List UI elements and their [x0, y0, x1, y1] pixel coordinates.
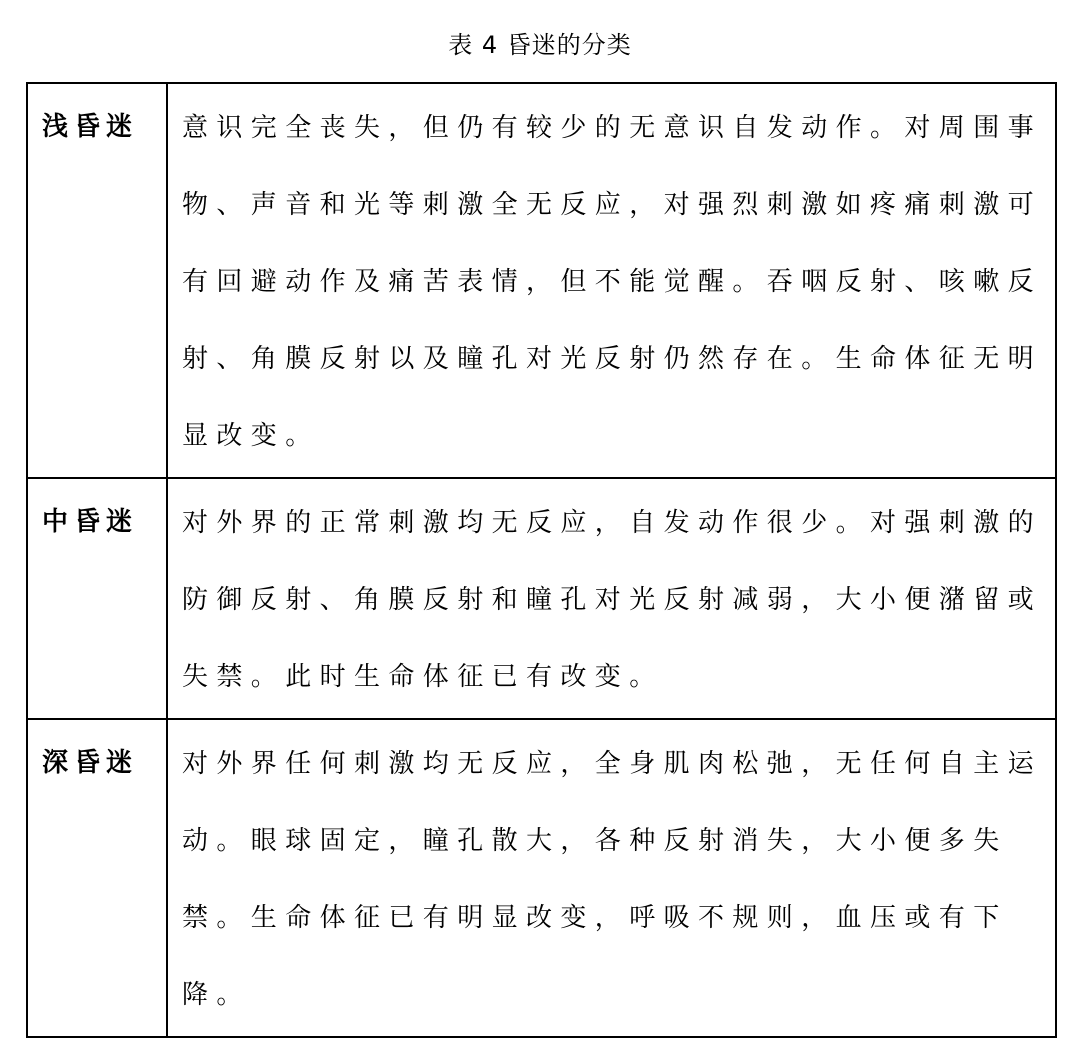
table-row [27, 83, 1056, 478]
coma-type-moderate: 中昏迷 [27, 478, 167, 719]
coma-description-shallow: 意识完全丧失，但仍有较少的无意识自发动作。对周围事物、声音和光等刺激全无反应，对强烈刺激如疼痛刺激可有回避动作及痛苦表情，但不能觉醒。吞咽反射、咳嗽反射、角膜反射以及瞳孔对光反射仍然存在。生命体征无明显改变。 [167, 83, 1056, 478]
table-caption: 表 4 昏迷的分类 [448, 31, 632, 59]
coma-description-deep: 对外界任何刺激均无反应，全身肌肉松弛，无任何自主运动。眼球固定，瞳孔散大，各种反射消失，大小便多失禁。生命体征已有明显改变，呼吸不规则，血压或有下降。 [167, 719, 1056, 1037]
coma-classification-table [26, 82, 1057, 1038]
coma-type-deep: 深昏迷 [27, 719, 167, 1037]
coma-description-moderate: 对外界的正常刺激均无反应，自发动作很少。对强刺激的防御反射、角膜反射和瞳孔对光反射减弱，大小便潴留或失禁。此时生命体征已有改变。 [167, 478, 1056, 719]
table-row [27, 719, 1056, 1037]
table-row [27, 478, 1056, 719]
coma-type-shallow: 浅昏迷 [27, 83, 167, 478]
